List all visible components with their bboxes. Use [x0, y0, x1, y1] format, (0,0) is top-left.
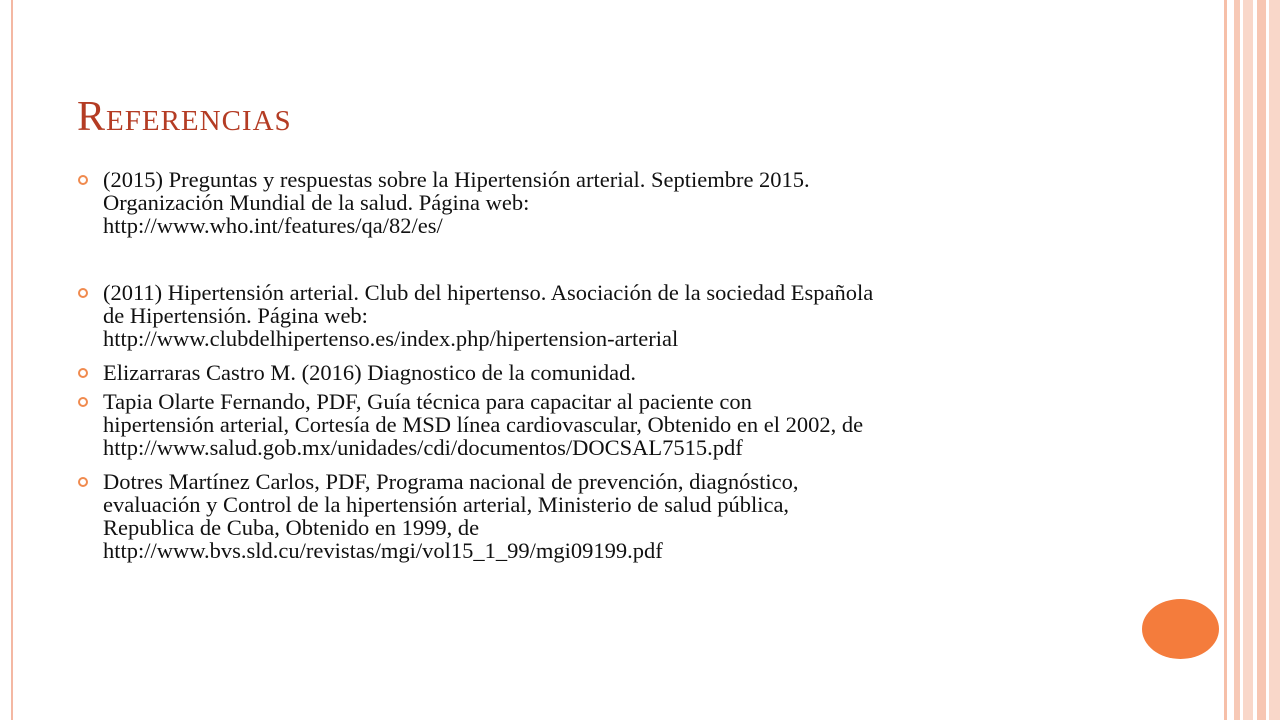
reference-line: Organización Mundial de la salud. Página web: [103, 190, 530, 215]
accent-circle [1142, 599, 1219, 659]
reference-line: Republica de Cuba, Obtenido en 1999, de [103, 515, 480, 540]
decorative-stripe [1257, 0, 1266, 720]
reference-item [78, 281, 1138, 350]
reference-line: Tapia Olarte Fernando, PDF, Guía técnica para capacitar al paciente con [103, 389, 752, 414]
reference-link: http://www.who.int/features/qa/82/es/ [103, 213, 443, 238]
reference-line: evaluación y Control de la hipertensión arterial, Ministerio de salud pública, [103, 492, 790, 517]
bullet-icon [78, 477, 88, 487]
reference-item [78, 390, 1138, 459]
right-frame-border [1224, 0, 1227, 720]
reference-line: hipertensión arterial, Cortesía de MSD línea cardiovascular, Obtenido en el 2002, de [103, 412, 864, 437]
bullet-icon [78, 288, 88, 298]
reference-link: http://www.bvs.sld.cu/revistas/mgi/vol15_1_99/mgi09199.pdf [103, 538, 663, 563]
reference-line: de Hipertensión. Página web: [103, 303, 368, 328]
reference-link: http://www.salud.gob.mx/unidades/cdi/documentos/DOCSAL7515.pdf [103, 435, 743, 460]
reference-line: (2015) Preguntas y respuestas sobre la Hipertensión arterial. Septiembre 2015. [103, 167, 810, 192]
left-frame-border [0, 0, 13, 720]
reference-line: (2011) Hipertensión arterial. Club del hipertenso. Asociación de la sociedad Española [103, 280, 874, 305]
decorative-stripe [1243, 0, 1253, 720]
reference-link: http://www.clubdelhipertenso.es/index.php/hipertension-arterial [103, 326, 679, 351]
bullet-icon [78, 397, 88, 407]
reference-item [78, 470, 1138, 562]
reference-list [78, 168, 1138, 562]
bullet-icon [78, 368, 88, 378]
bullet-icon [78, 175, 88, 185]
decorative-stripe [1269, 0, 1280, 720]
reference-line: Elizarraras Castro M. (2016) Diagnostico de la comunidad. [103, 360, 636, 385]
reference-line: Dotres Martínez Carlos, PDF, Programa nacional de prevención, diagnóstico, [103, 469, 799, 494]
slide-title: Referencias [77, 94, 292, 140]
reference-item [78, 168, 1138, 237]
reference-item [78, 361, 1138, 384]
